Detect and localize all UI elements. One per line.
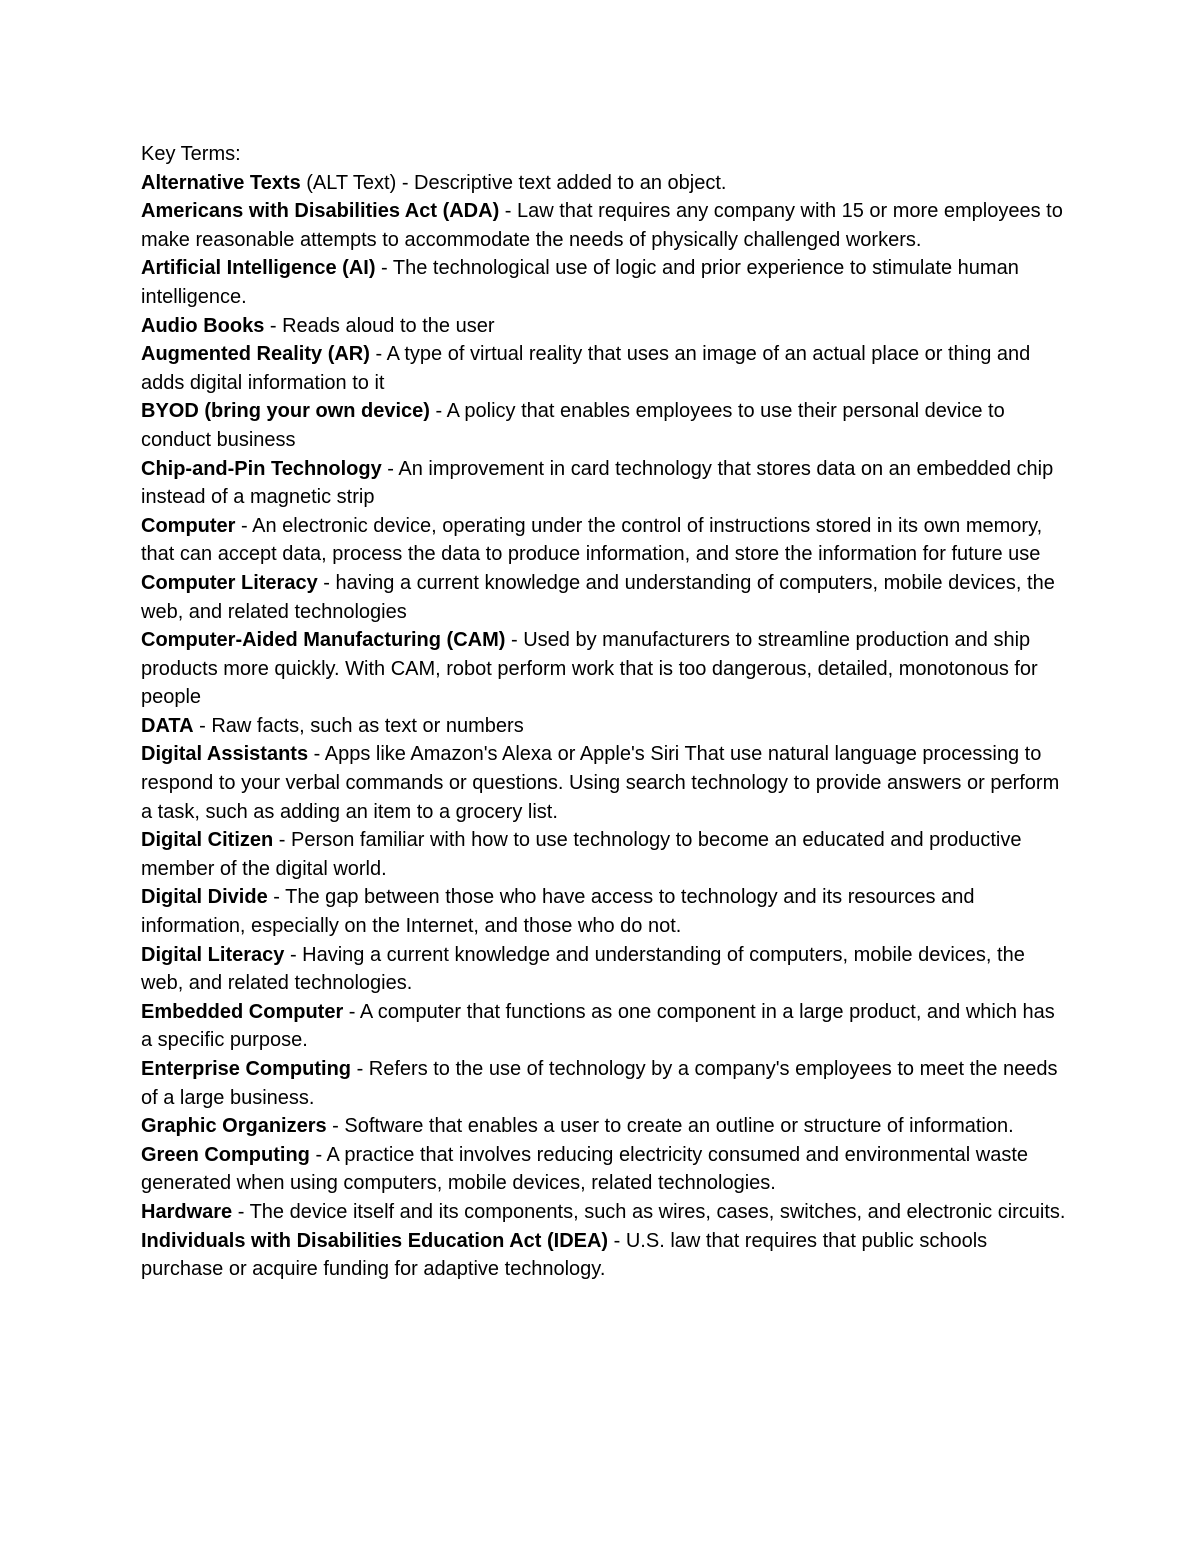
key-term-definition: - Software that enables a user to create an outline or structure of information. [326,1115,1014,1138]
key-term-definition: - A type of virtual reality that uses an image of an actual place or thing and adds digital information to it [141,343,1031,394]
key-term-definition: - An improvement in card technology that stores data on an embedded chip instead of a magnetic strip [141,457,1054,509]
key-term-definition: - A policy that enables employees to use their personal device to conduct business [141,400,1005,451]
key-term-entry [141,340,1066,397]
key-term: Individuals with Disabilities Education Act (IDEA) [141,1229,609,1252]
key-term-definition: - Having a current knowledge and understanding of computers, mobile devices, the web, and related technologies. [141,943,1025,995]
key-term: Alternative Texts [141,171,301,194]
key-term-definition: - Law that requires any company with 15 or more employees to make reasonable attempts to accommodate the needs of physically challenged workers. [141,200,1063,251]
key-term-definition: - U.S. law that requires that public schools purchase or acquire funding for adaptive technology. [141,1229,988,1281]
key-term: Computer Literacy [141,571,318,594]
key-term: DATA [141,714,194,737]
key-term: Computer-Aided Manufacturing (CAM) [141,629,506,652]
key-term: Augmented Reality (AR) [141,343,370,366]
key-term-entry [141,826,1066,883]
key-term-entry [141,197,1066,254]
key-term: Computer [141,514,236,537]
key-term-entry [141,883,1066,940]
key-term-entry [141,941,1066,998]
key-term-entry [141,455,1066,512]
key-term-definition: - The gap between those who have access to technology and its resources and information, especially on the Internet, and those who do not. [141,886,975,938]
key-term-definition: - having a current knowledge and understanding of computers, mobile devices, the web, and related technologies [141,571,1055,623]
key-term-definition: - Raw facts, such as text or numbers [193,714,524,737]
key-term: Embedded Computer [141,1000,344,1023]
key-term: Enterprise Computing [141,1058,352,1080]
key-term-entry [141,512,1066,569]
key-term-entry [141,998,1066,1055]
key-term-definition: (ALT Text) - Descriptive text added to an object. [300,171,727,194]
key-term-entry [141,312,1066,341]
key-term: Chip-and-Pin Technology [141,457,382,480]
key-term: Digital Divide [141,886,268,909]
key-term: Green Computing [141,1143,310,1166]
key-term: Artificial Intelligence (AI) [141,257,376,280]
key-term-entry [141,569,1066,626]
key-term: Digital Literacy [141,943,285,966]
key-terms-heading: Key Terms: [141,143,241,165]
key-term: Audio Books [141,314,265,337]
key-term-definition: - A computer that functions as one component in a large product, and which has a specific purpose. [141,1000,1055,1052]
key-term-entry [141,397,1066,454]
key-term-definition: - A practice that involves reducing electricity consumed and environmental waste generated when using computers, mobile devices, related technologies. [141,1143,1029,1195]
key-term: Digital Citizen [141,829,274,852]
key-term-entry [141,1141,1066,1198]
key-term-definition: - The device itself and its components, such as wires, cases, switches, and electronic circuits. [232,1200,1066,1223]
key-term: BYOD (bring your own device) [141,400,430,423]
key-term-entry [141,626,1066,712]
key-term: Graphic Organizers [141,1115,327,1138]
key-term-entry [141,1227,1066,1284]
key-term: Hardware [141,1200,233,1223]
key-term-entry [141,169,1066,198]
key-term-definition: - Apps like Amazon's Alexa or Apple's Siri That use natural language processing to respond to your verbal commands or questions. Using search technology to provide answers or perform a task, such as adding an item to a grocery list. [141,743,1060,823]
key-term-definition: - An electronic device, operating under the control of instructions stored in its own memory, that can accept data, process the data to produce information, and store the information for future use [141,514,1043,566]
key-terms-list [141,169,1066,1284]
document-page [141,140,1066,1284]
key-term-entry [141,740,1066,826]
key-term-entry [141,254,1066,311]
key-term: Americans with Disabilities Act (ADA) [141,200,500,223]
key-term-definition: - Used by manufacturers to streamline production and ship products more quickly. With CAM, robot perform work that is too dangerous, detailed, monotonous for people [141,629,1038,709]
key-term-definition: - Refers to the use of technology by a company's employees to meet the needs of a large business. [141,1058,1058,1109]
key-term-definition: - Reads aloud to the user [264,314,495,337]
key-term-entry [141,1055,1066,1112]
key-term: Digital Assistants [141,743,309,766]
key-term-definition: - Person familiar with how to use technology to become an educated and productive member of the digital world. [141,829,1022,880]
key-term-entry [141,712,1066,741]
key-term-entry [141,1198,1066,1227]
key-term-entry [141,1112,1066,1141]
key-term-definition: - The technological use of logic and prior experience to stimulate human intelligence. [141,257,1019,308]
